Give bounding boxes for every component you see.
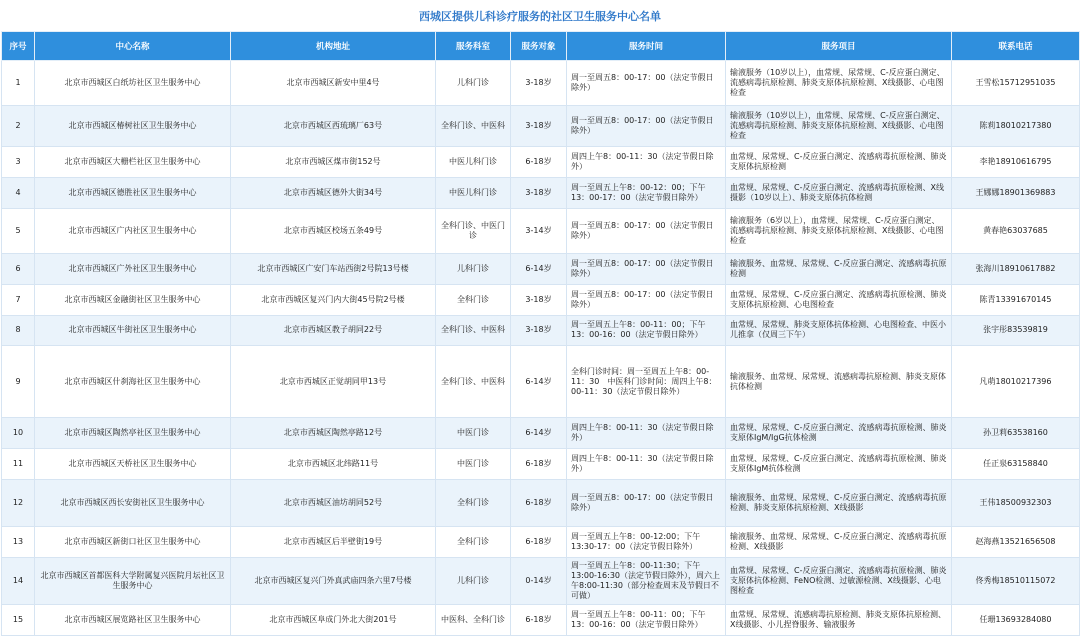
cell-address: 北京市西城区新安中里4号 bbox=[231, 61, 436, 106]
cell-dept: 全科门诊 bbox=[436, 284, 511, 315]
table-row bbox=[2, 449, 1080, 480]
cell-phone: 孙卫莉63538160 bbox=[952, 418, 1080, 449]
table-row bbox=[2, 315, 1080, 346]
cell-dept: 全科门诊 bbox=[436, 527, 511, 558]
cell-target: 6-18岁 bbox=[511, 605, 567, 636]
cell-phone: 佟秀梅18510115072 bbox=[952, 557, 1080, 604]
table-row bbox=[2, 61, 1080, 106]
cell-no: 11 bbox=[2, 449, 35, 480]
table-row bbox=[2, 284, 1080, 315]
header-address: 机构地址 bbox=[231, 32, 436, 61]
cell-target: 6-14岁 bbox=[511, 346, 567, 418]
cell-no: 5 bbox=[2, 208, 35, 253]
cell-items: 输液服务（10岁以上），血常规、尿常规、C-反应蛋白测定、流感病毒抗原检测、肺炎支原体抗原检测、X线摄影、心电图检查 bbox=[726, 61, 952, 106]
header-phone: 联系电话 bbox=[952, 32, 1080, 61]
cell-time: 周一至周五8：00-17：00（法定节假日除外） bbox=[567, 479, 726, 526]
cell-phone: 王雪松15712951035 bbox=[952, 61, 1080, 106]
cell-items: 血常规、尿常规、C-反应蛋白测定、流感病毒抗原检测、X线摄影（10岁以上）、肺炎支原体抗体检测 bbox=[726, 178, 952, 209]
clinic-table bbox=[1, 31, 1080, 636]
table-row bbox=[2, 557, 1080, 604]
header-target: 服务对象 bbox=[511, 32, 567, 61]
table-row bbox=[2, 527, 1080, 558]
cell-phone: 张海川18910617882 bbox=[952, 254, 1080, 285]
page-title: 西城区提供儿科诊疗服务的社区卫生服务中心名单 bbox=[419, 10, 661, 23]
cell-target: 3-18岁 bbox=[511, 106, 567, 147]
cell-target: 6-18岁 bbox=[511, 479, 567, 526]
cell-dept: 全科门诊、中医门诊 bbox=[436, 208, 511, 253]
cell-time: 周一至周五8：00-17：00（法定节假日除外） bbox=[567, 61, 726, 106]
cell-target: 6-14岁 bbox=[511, 418, 567, 449]
cell-address: 北京市西城区油坊胡同52号 bbox=[231, 479, 436, 526]
cell-name: 北京市西城区广内社区卫生服务中心 bbox=[35, 208, 231, 253]
cell-phone: 赵海燕13521656508 bbox=[952, 527, 1080, 558]
cell-dept: 全科门诊、中医科 bbox=[436, 315, 511, 346]
cell-target: 6-14岁 bbox=[511, 254, 567, 285]
cell-name: 北京市西城区西长安街社区卫生服务中心 bbox=[35, 479, 231, 526]
cell-time: 周一至周五上午8：00-12：00；下午13：00-17：00（法定节假日除外） bbox=[567, 178, 726, 209]
cell-time: 周四上午8：00-11：30（法定节假日除外） bbox=[567, 147, 726, 178]
cell-address: 北京市西城区复兴门外真武庙四条六里7号楼 bbox=[231, 557, 436, 604]
cell-target: 3-18岁 bbox=[511, 284, 567, 315]
cell-address: 北京市西城区北纬路11号 bbox=[231, 449, 436, 480]
cell-no: 13 bbox=[2, 527, 35, 558]
cell-items: 血常规、尿常规、C-反应蛋白测定、流感病毒抗原检测、肺炎支原体抗原检测 bbox=[726, 147, 952, 178]
cell-no: 15 bbox=[2, 605, 35, 636]
cell-dept: 儿科门诊 bbox=[436, 254, 511, 285]
cell-address: 北京市西城区西琉璃厂63号 bbox=[231, 106, 436, 147]
cell-name: 北京市西城区什刹海社区卫生服务中心 bbox=[35, 346, 231, 418]
cell-phone: 陈青13391670145 bbox=[952, 284, 1080, 315]
cell-target: 6-18岁 bbox=[511, 147, 567, 178]
cell-items: 输液服务（10岁以上），血常规、尿常规、C-反应蛋白测定、流感病毒抗原检测、肺炎支原体抗原检测、X线摄影、心电图检查 bbox=[726, 106, 952, 147]
table-row bbox=[2, 346, 1080, 418]
cell-address: 北京市西城区广安门车站西街2号院13号楼 bbox=[231, 254, 436, 285]
cell-name: 北京市西城区椿树社区卫生服务中心 bbox=[35, 106, 231, 147]
cell-time: 周四上午8：00-11：30（法定节假日除外） bbox=[567, 418, 726, 449]
header-dept: 服务科室 bbox=[436, 32, 511, 61]
cell-items: 输液服务、血常规、尿常规、C-反应蛋白测定、流感病毒抗原检测、X线摄影 bbox=[726, 527, 952, 558]
cell-name: 北京市西城区金融街社区卫生服务中心 bbox=[35, 284, 231, 315]
cell-dept: 全科门诊、中医科 bbox=[436, 106, 511, 147]
table-row bbox=[2, 479, 1080, 526]
cell-dept: 中医门诊 bbox=[436, 418, 511, 449]
cell-time: 周一至周五8：00-17：00（法定节假日除外） bbox=[567, 284, 726, 315]
cell-time: 全科门诊时间：周一至周五上午8：00-11：30 中医科门诊时间：周四上午8：00-11：30（法定节假日除外） bbox=[567, 346, 726, 418]
table-row bbox=[2, 178, 1080, 209]
cell-name: 北京市西城区首都医科大学附属复兴医院月坛社区卫生服务中心 bbox=[35, 557, 231, 604]
cell-no: 3 bbox=[2, 147, 35, 178]
cell-address: 北京市西城区复兴门内大街45号院2号楼 bbox=[231, 284, 436, 315]
table-row bbox=[2, 605, 1080, 636]
cell-name: 北京市西城区白纸坊社区卫生服务中心 bbox=[35, 61, 231, 106]
cell-dept: 中医儿科门诊 bbox=[436, 178, 511, 209]
table-header-row bbox=[2, 32, 1080, 61]
cell-no: 12 bbox=[2, 479, 35, 526]
cell-no: 8 bbox=[2, 315, 35, 346]
header-no: 序号 bbox=[2, 32, 35, 61]
cell-name: 北京市西城区德胜社区卫生服务中心 bbox=[35, 178, 231, 209]
cell-items: 输液服务、血常规、尿常规、流感病毒抗原检测、肺炎支原体抗体检测 bbox=[726, 346, 952, 418]
cell-dept: 中医儿科门诊 bbox=[436, 147, 511, 178]
cell-target: 3-18岁 bbox=[511, 178, 567, 209]
table-row bbox=[2, 254, 1080, 285]
cell-time: 周一至周五上午8：00-11：00；下午13：00-16：00（法定节假日除外） bbox=[567, 605, 726, 636]
cell-items: 血常规、尿常规、肺炎支原体抗体检测、心电图检查、中医小儿推拿（仅周三下午） bbox=[726, 315, 952, 346]
cell-dept: 中医科、全科门诊 bbox=[436, 605, 511, 636]
cell-phone: 王伟18500932303 bbox=[952, 479, 1080, 526]
cell-items: 输液服务、血常规、尿常规、C-反应蛋白测定、流感病毒抗原检测、肺炎支原体抗原检测、X线摄影 bbox=[726, 479, 952, 526]
cell-dept: 全科门诊、中医科 bbox=[436, 346, 511, 418]
cell-phone: 任正泉63158840 bbox=[952, 449, 1080, 480]
cell-phone: 李艳18910616795 bbox=[952, 147, 1080, 178]
cell-phone: 黄春艳63037685 bbox=[952, 208, 1080, 253]
cell-time: 周四上午8：00-11：30（法定节假日除外） bbox=[567, 449, 726, 480]
cell-items: 血常规、尿常规、C-反应蛋白测定、流感病毒抗原检测、肺炎支原体抗原检测、心电图检查 bbox=[726, 284, 952, 315]
cell-dept: 全科门诊 bbox=[436, 479, 511, 526]
cell-address: 北京市西城区后半壁街19号 bbox=[231, 527, 436, 558]
header-name: 中心名称 bbox=[35, 32, 231, 61]
cell-time: 周一至周五8：00-17：00（法定节假日除外） bbox=[567, 106, 726, 147]
cell-name: 北京市西城区牛街社区卫生服务中心 bbox=[35, 315, 231, 346]
header-time: 服务时间 bbox=[567, 32, 726, 61]
cell-name: 北京市西城区广外社区卫生服务中心 bbox=[35, 254, 231, 285]
cell-target: 6-18岁 bbox=[511, 527, 567, 558]
cell-time: 周一至周五上午8：00-11：00；下午13：00-16：00（法定节假日除外） bbox=[567, 315, 726, 346]
cell-name: 北京市西城区展览路社区卫生服务中心 bbox=[35, 605, 231, 636]
cell-no: 1 bbox=[2, 61, 35, 106]
cell-target: 3-18岁 bbox=[511, 61, 567, 106]
cell-phone: 凡萌18010217396 bbox=[952, 346, 1080, 418]
cell-no: 9 bbox=[2, 346, 35, 418]
cell-name: 北京市西城区天桥社区卫生服务中心 bbox=[35, 449, 231, 480]
table-row bbox=[2, 106, 1080, 147]
cell-time: 周一至周五上午8：00-12:00；下午13:30-17：00（法定节假日除外） bbox=[567, 527, 726, 558]
cell-no: 4 bbox=[2, 178, 35, 209]
cell-dept: 儿科门诊 bbox=[436, 61, 511, 106]
cell-no: 10 bbox=[2, 418, 35, 449]
cell-target: 0-14岁 bbox=[511, 557, 567, 604]
cell-name: 北京市西城区陶然亭社区卫生服务中心 bbox=[35, 418, 231, 449]
cell-no: 2 bbox=[2, 106, 35, 147]
cell-items: 血常规、尿常规、C-反应蛋白测定、流感病毒抗原检测、肺炎支原体抗体检测、FeNO检测、过敏源检测、X线摄影、心电图检查 bbox=[726, 557, 952, 604]
cell-address: 北京市西城区阜成门外北大街201号 bbox=[231, 605, 436, 636]
cell-phone: 张宇彤83539819 bbox=[952, 315, 1080, 346]
cell-address: 北京市西城区教子胡同22号 bbox=[231, 315, 436, 346]
cell-time: 周一至周五8：00-17：00（法定节假日除外） bbox=[567, 208, 726, 253]
cell-target: 3-18岁 bbox=[511, 315, 567, 346]
cell-items: 输液服务（6岁以上），血常规、尿常规、C-反应蛋白测定、流感病毒抗原检测、肺炎支原体抗原检测、X线摄影、心电图检查 bbox=[726, 208, 952, 253]
cell-name: 北京市西城区大栅栏社区卫生服务中心 bbox=[35, 147, 231, 178]
cell-no: 7 bbox=[2, 284, 35, 315]
cell-phone: 任珊13693284080 bbox=[952, 605, 1080, 636]
cell-time: 周一至周五8：00-17：00（法定节假日除外） bbox=[567, 254, 726, 285]
cell-address: 北京市西城区正觉胡同甲13号 bbox=[231, 346, 436, 418]
cell-no: 6 bbox=[2, 254, 35, 285]
table-row bbox=[2, 147, 1080, 178]
table-row bbox=[2, 418, 1080, 449]
cell-dept: 儿科门诊 bbox=[436, 557, 511, 604]
cell-items: 血常规、尿常规、流感病毒抗原检测、肺炎支原体抗原检测、X线摄影、小儿捏脊服务、输液服务 bbox=[726, 605, 952, 636]
cell-time: 周一至周五上午8：00-11:30；下午13:00-16:30（法定节假日除外），周六上午8:00-11:30（部分检查周末及节假日不可做） bbox=[567, 557, 726, 604]
cell-items: 血常规、尿常规、C-反应蛋白测定、流感病毒抗原检测、肺炎支原体IgM/IgG抗体检测 bbox=[726, 418, 952, 449]
cell-address: 北京市西城区陶然亭路12号 bbox=[231, 418, 436, 449]
cell-address: 北京市西城区德外大街34号 bbox=[231, 178, 436, 209]
cell-name: 北京市西城区新街口社区卫生服务中心 bbox=[35, 527, 231, 558]
cell-phone: 陈莉18010217380 bbox=[952, 106, 1080, 147]
cell-phone: 王娜娜18901369883 bbox=[952, 178, 1080, 209]
cell-items: 输液服务、血常规、尿常规、C-反应蛋白测定、流感病毒抗原检测 bbox=[726, 254, 952, 285]
header-items: 服务项目 bbox=[726, 32, 952, 61]
table-row bbox=[2, 208, 1080, 253]
cell-address: 北京市西城区校场五条49号 bbox=[231, 208, 436, 253]
cell-items: 血常规、尿常规、C-反应蛋白测定、流感病毒抗原检测、肺炎支原体IgM抗体检测 bbox=[726, 449, 952, 480]
cell-dept: 中医门诊 bbox=[436, 449, 511, 480]
cell-target: 6-18岁 bbox=[511, 449, 567, 480]
cell-address: 北京市西城区煤市街152号 bbox=[231, 147, 436, 178]
cell-target: 3-14岁 bbox=[511, 208, 567, 253]
cell-no: 14 bbox=[2, 557, 35, 604]
